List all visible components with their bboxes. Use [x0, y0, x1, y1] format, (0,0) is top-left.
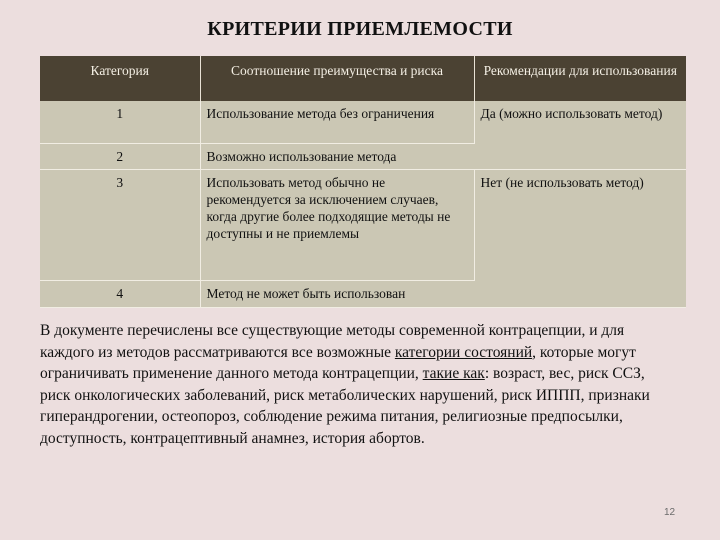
- table-row: [40, 101, 686, 144]
- description-paragraph: [40, 320, 670, 449]
- category-cell: 1: [40, 101, 200, 144]
- header-ratio: Соотношение преимущества и риска: [200, 56, 474, 101]
- recommendation-yes: Да (можно использовать метод): [474, 101, 686, 170]
- page-title: КРИТЕРИИ ПРИЕМЛЕМОСТИ: [207, 18, 513, 40]
- paragraph-text: : возраст, вес, риск ССЗ, риск онкологических заболеваний, риск метаболических нарушений, риск ИППП, признаки гиперандрогении, остеопороз, соблюдение режима питания, религиозные предпосылки, доступность, контрацептивный анамнез, история абортов.: [40, 365, 650, 447]
- ratio-cell: Возможно использование метода: [200, 144, 474, 170]
- underlined-term: категории состояний: [394, 343, 533, 361]
- page-number: 12: [664, 507, 676, 518]
- header-category: Категория: [40, 56, 200, 101]
- paragraph-text: В документе перечислены все существующие методы современной контрацепции, и для каждого из методов рассматриваются все возможные: [40, 322, 625, 361]
- criteria-table: [40, 56, 686, 308]
- category-cell: 3: [40, 170, 200, 281]
- table-header-row: [40, 56, 686, 101]
- paragraph-text: , которые могут ограничивать применение данного метода контрацепции,: [40, 343, 636, 382]
- ratio-cell: Использование метода без ограничения: [200, 101, 474, 144]
- ratio-cell: Использовать метод обычно не рекомендуется за исключением случаев, когда другие более подходящие методы не доступны и не приемлемы: [200, 170, 474, 281]
- underlined-term: такие как: [422, 365, 485, 382]
- table-row: [40, 170, 686, 281]
- category-cell: 4: [40, 281, 200, 308]
- recommendation-no: Нет (не использовать метод): [474, 170, 686, 308]
- header-recommendations: Рекомендации для использования: [474, 56, 686, 101]
- ratio-cell: Метод не может быть использован: [200, 281, 474, 308]
- category-cell: 2: [40, 144, 200, 170]
